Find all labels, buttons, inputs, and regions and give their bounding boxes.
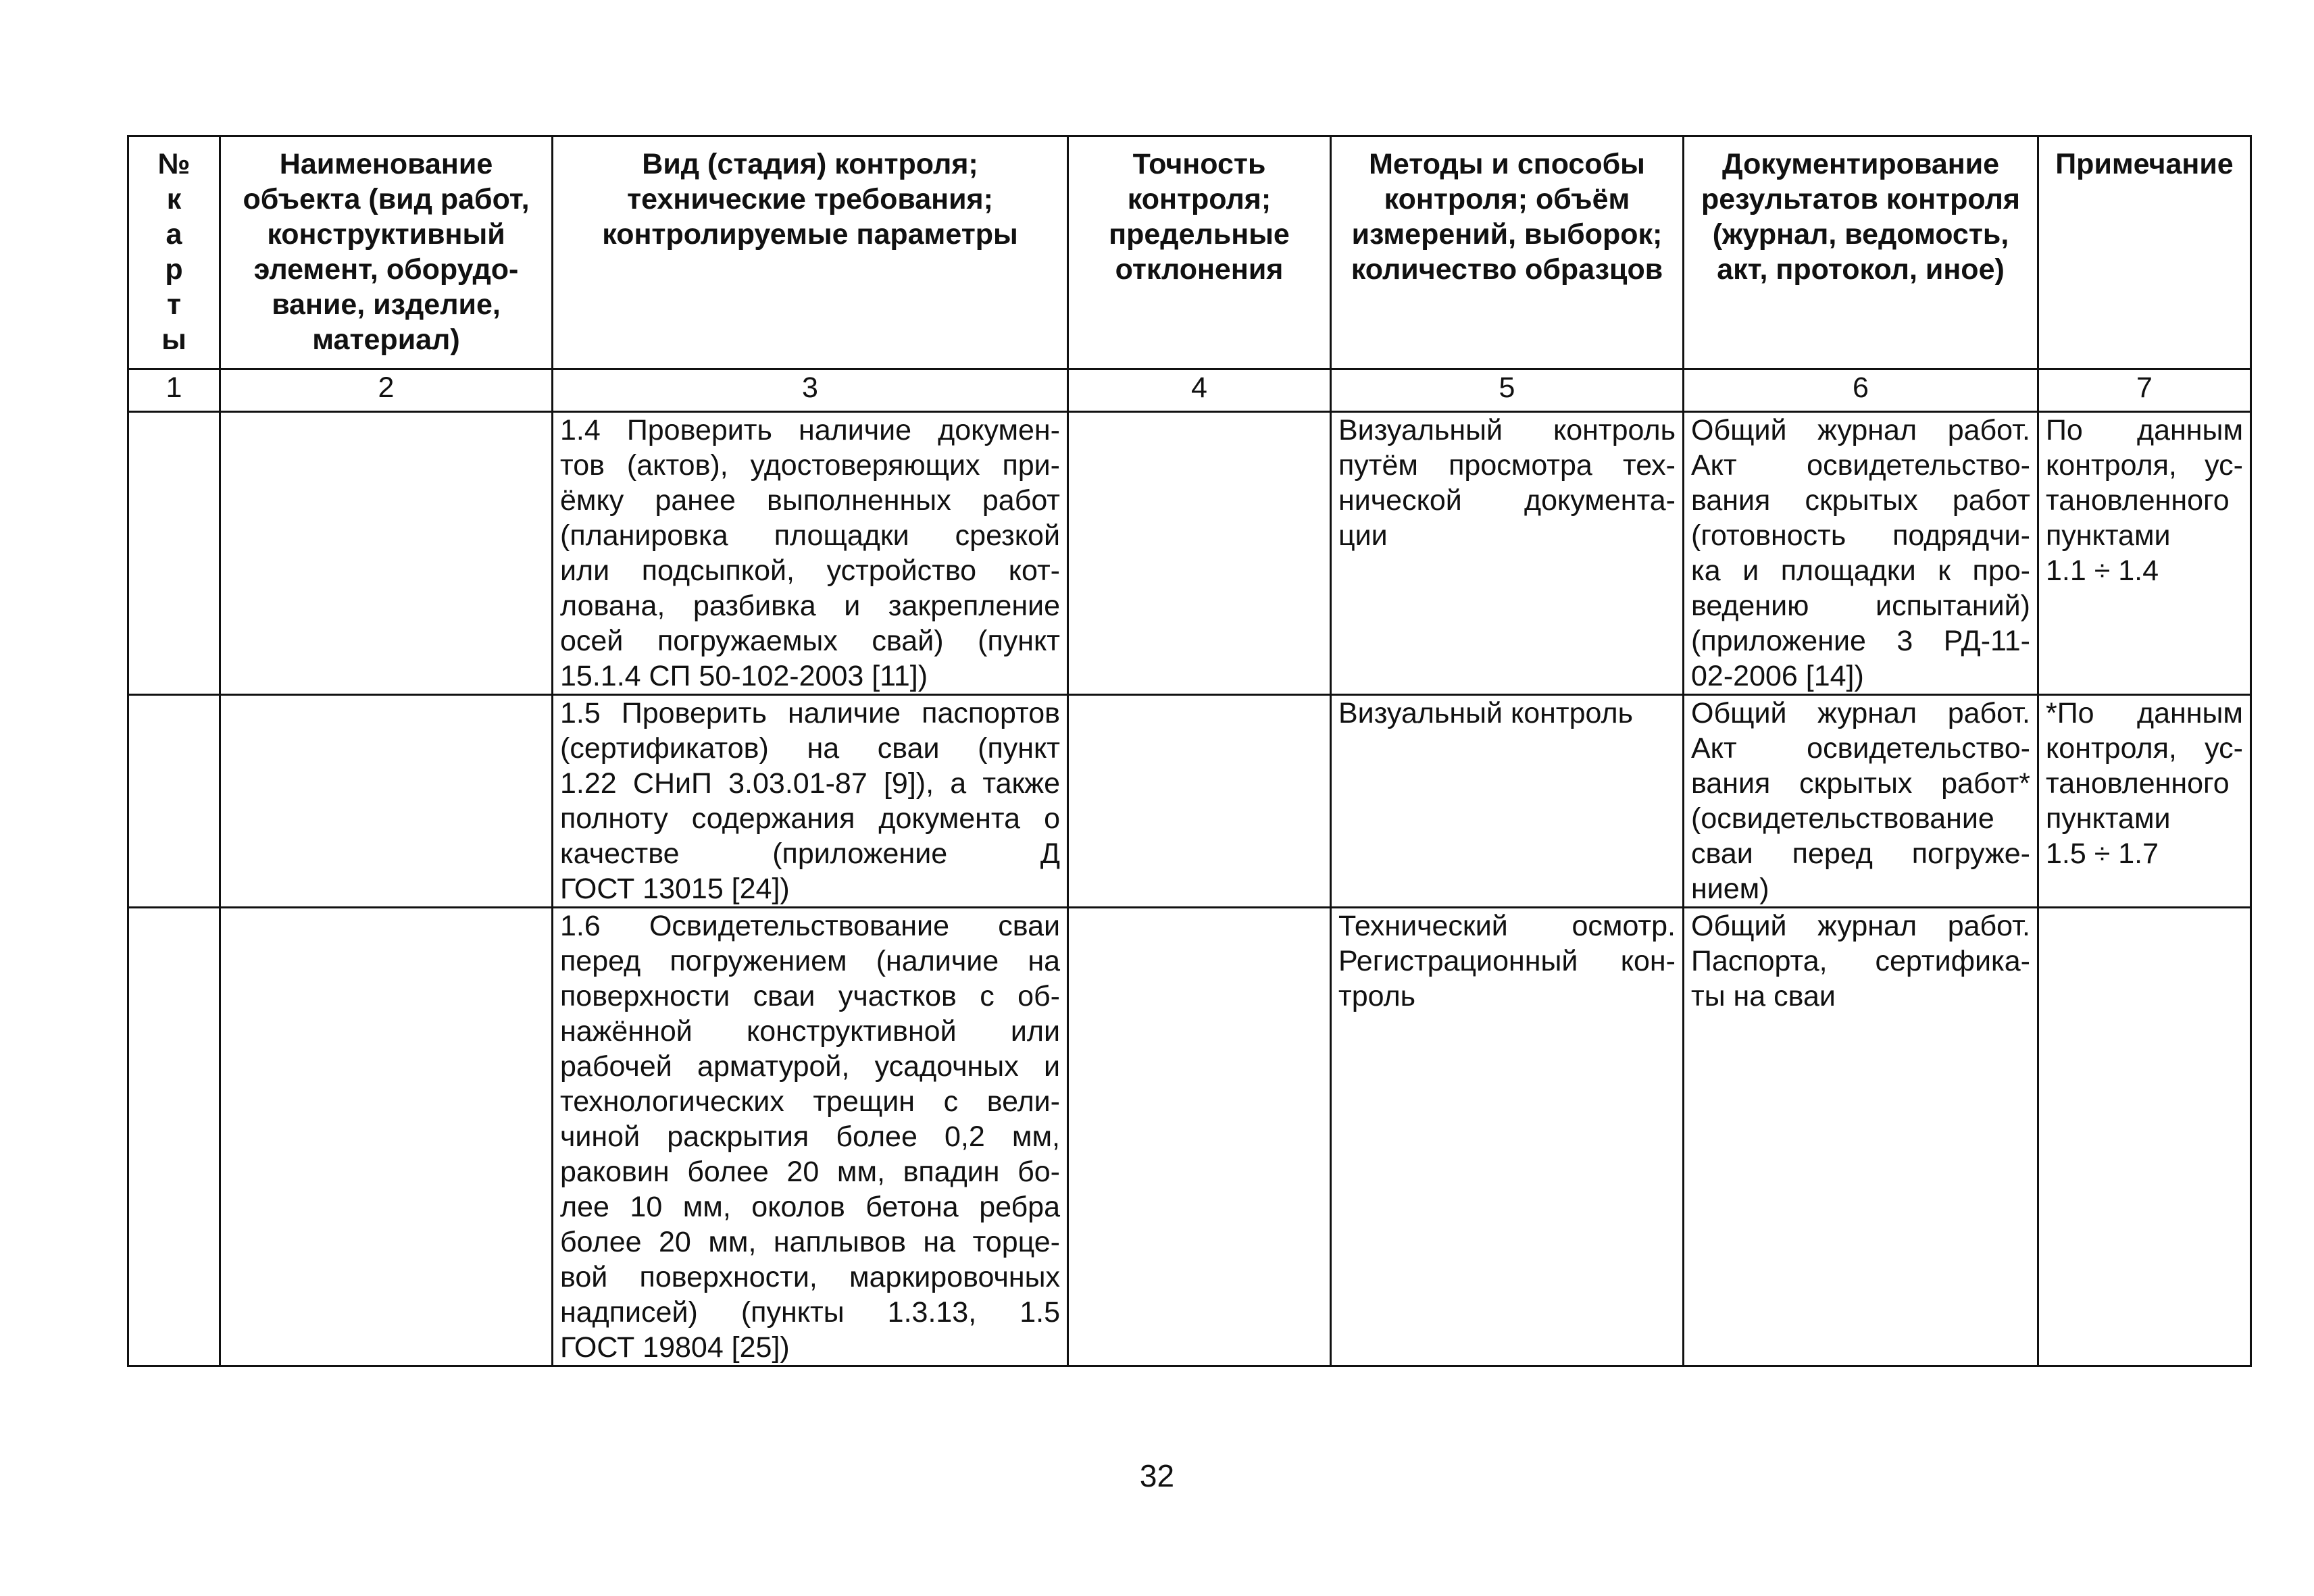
cell-control-accuracy: [1068, 412, 1331, 695]
page-number: 32: [1139, 1458, 1175, 1493]
cell-note: [2038, 412, 2251, 695]
cell-text-line: (готовность подрядчи-: [1691, 519, 2030, 552]
table-row: [128, 695, 2251, 908]
cell-text-line: ции: [1338, 519, 1388, 552]
cell-text-line: Визуальный контроль: [1338, 697, 1634, 729]
cell-text-line: надписей) (пункты 1.3.13, 1.5: [560, 1296, 1060, 1329]
cell-control-accuracy: [1068, 908, 1331, 1366]
cell-text-line: тов (актов), удостоверяющих при-: [560, 449, 1060, 482]
cell-text-line: лована, разбивка и закрепление: [560, 590, 1060, 622]
header-control-type: Вид (стадия) контроля; технические требования; контролируемые параметры: [553, 136, 1068, 369]
column-number: 1: [128, 369, 220, 412]
cell-text-line: 1.1 ÷ 1.4: [2046, 555, 2159, 587]
cell-text-line: вой поверхности, маркировочных: [560, 1261, 1060, 1293]
column-number: 4: [1068, 369, 1331, 412]
cell-text-line: Паспорта, сертифика-: [1691, 945, 2030, 977]
cell-text-line: более 20 мм, наплывов на торце-: [560, 1226, 1060, 1258]
column-number: 3: [553, 369, 1068, 412]
cell-text-line: контроля, ус-: [2046, 449, 2243, 482]
column-number: 2: [220, 369, 553, 412]
cell-text-line: 15.1.4 СП 50-102-2003 [11]): [560, 660, 928, 692]
cell-text-line: (приложение 3 РД-11-: [1691, 625, 2030, 657]
header-row: [128, 136, 2251, 369]
cell-text-line: Визуальный контроль: [1338, 414, 1676, 446]
cell-text-line: вания скрытых работ: [1691, 484, 2030, 517]
header-control-accuracy: Точность контроля; предельные отклонения: [1068, 136, 1331, 369]
cell-text-line: ка и площадки к про-: [1691, 555, 2030, 587]
cell-control-methods: [1331, 695, 1684, 908]
cell-text-line: поверхности сваи участков с об-: [560, 980, 1060, 1012]
cell-text-line: перед погружением (наличие на: [560, 945, 1060, 977]
cell-documentation: [1684, 908, 2038, 1366]
cell-card-number: [128, 908, 220, 1366]
cell-text-line: технологических трещин с вели-: [560, 1085, 1060, 1118]
header-object-name: Наименование объекта (вид работ, конструктивный элемент, оборудо- вание, изделие, материал): [220, 136, 553, 369]
control-table: [127, 135, 2252, 1367]
cell-note: [2038, 908, 2251, 1366]
cell-text-line: Акт освидетельство-: [1691, 449, 2030, 482]
cell-text-line: нажённой конструктивной или: [560, 1015, 1060, 1048]
cell-text-line: 1.22 СНиП 3.03.01-87 [9]), а также: [560, 767, 1060, 800]
cell-text-line: 1.4 Проверить наличие докумен-: [560, 414, 1060, 446]
cell-text-line: тановленного: [2046, 484, 2230, 517]
cell-text-line: тановленного: [2046, 767, 2230, 800]
cell-text-line: (планировка площадки срезкой: [560, 519, 1060, 552]
cell-text-line: ты на сваи: [1691, 980, 1836, 1012]
cell-text-line: сваи перед погруже-: [1691, 838, 2030, 870]
header-note: Примечание: [2038, 136, 2251, 369]
cell-text-line: 1.6 Освидетельствование сваи: [560, 910, 1060, 942]
table-row: [128, 412, 2251, 695]
cell-text-line: троль: [1338, 980, 1416, 1012]
cell-text-line: ёмку ранее выполненных работ: [560, 484, 1060, 517]
cell-documentation: [1684, 412, 2038, 695]
cell-text-line: осей погружаемых свай) (пункт: [560, 625, 1060, 657]
cell-card-number: [128, 412, 220, 695]
cell-card-number: [128, 695, 220, 908]
table-row: [128, 908, 2251, 1366]
cell-control-type: [553, 412, 1068, 695]
cell-text-line: контроля, ус-: [2046, 732, 2243, 765]
cell-text-line: лее 10 мм, околов бетона ребра: [560, 1191, 1060, 1223]
cell-text-line: (освидетельствование: [1691, 802, 1994, 835]
cell-note: [2038, 695, 2251, 908]
cell-control-methods: [1331, 412, 1684, 695]
column-number: 5: [1331, 369, 1684, 412]
cell-text-line: *По данным: [2046, 697, 2243, 729]
cell-text-line: Общий журнал работ.: [1691, 697, 2030, 729]
header-card-number: № к а р т ы: [128, 136, 220, 369]
cell-text-line: Общий журнал работ.: [1691, 910, 2030, 942]
cell-text-line: (сертификатов) на сваи (пункт: [560, 732, 1060, 765]
cell-text-line: нической документа-: [1338, 484, 1676, 517]
cell-text-line: раковин более 20 мм, впадин бо-: [560, 1156, 1060, 1188]
cell-control-methods: [1331, 908, 1684, 1366]
cell-text-line: вания скрытых работ*: [1691, 767, 2030, 800]
cell-text-line: По данным: [2046, 414, 2243, 446]
cell-documentation: [1684, 695, 2038, 908]
cell-text-line: путём просмотра тех-: [1338, 449, 1676, 482]
cell-text-line: качестве (приложение Д: [560, 838, 1060, 870]
cell-object-name: [220, 412, 553, 695]
column-number: 7: [2038, 369, 2251, 412]
cell-control-type: [553, 908, 1068, 1366]
cell-text-line: 1.5 ÷ 1.7: [2046, 838, 2159, 870]
cell-text-line: 1.5 Проверить наличие паспортов: [560, 697, 1060, 729]
header-control-methods: Методы и способы контроля; объём измерений, выборок; количество образцов: [1331, 136, 1684, 369]
cell-control-type: [553, 695, 1068, 908]
cell-text-line: нием): [1691, 873, 1769, 905]
cell-text-line: Акт освидетельство-: [1691, 732, 2030, 765]
cell-text-line: ведению испытаний): [1691, 590, 2030, 622]
cell-text-line: 02-2006 [14]): [1691, 660, 1864, 692]
cell-text-line: ГОСТ 13015 [24]): [560, 873, 790, 905]
cell-text-line: Общий журнал работ.: [1691, 414, 2030, 446]
cell-text-line: Технический осмотр.: [1338, 910, 1676, 942]
column-number: 6: [1684, 369, 2038, 412]
cell-object-name: [220, 908, 553, 1366]
cell-object-name: [220, 695, 553, 908]
cell-text-line: пунктами: [2046, 519, 2171, 552]
cell-text-line: Регистрационный кон-: [1338, 945, 1676, 977]
cell-control-accuracy: [1068, 695, 1331, 908]
cell-text-line: ГОСТ 19804 [25]): [560, 1331, 790, 1364]
cell-text-line: чиной раскрытия более 0,2 мм,: [560, 1121, 1060, 1153]
column-number-row: [128, 369, 2251, 412]
cell-text-line: рабочей арматурой, усадочных и: [560, 1050, 1060, 1083]
cell-text-line: или подсыпкой, устройство кот-: [560, 555, 1060, 587]
header-documentation: Документирование результатов контроля (журнал, ведомость, акт, протокол, иное): [1684, 136, 2038, 369]
cell-text-line: полноту содержания документа о: [560, 802, 1060, 835]
cell-text-line: пунктами: [2046, 802, 2171, 835]
